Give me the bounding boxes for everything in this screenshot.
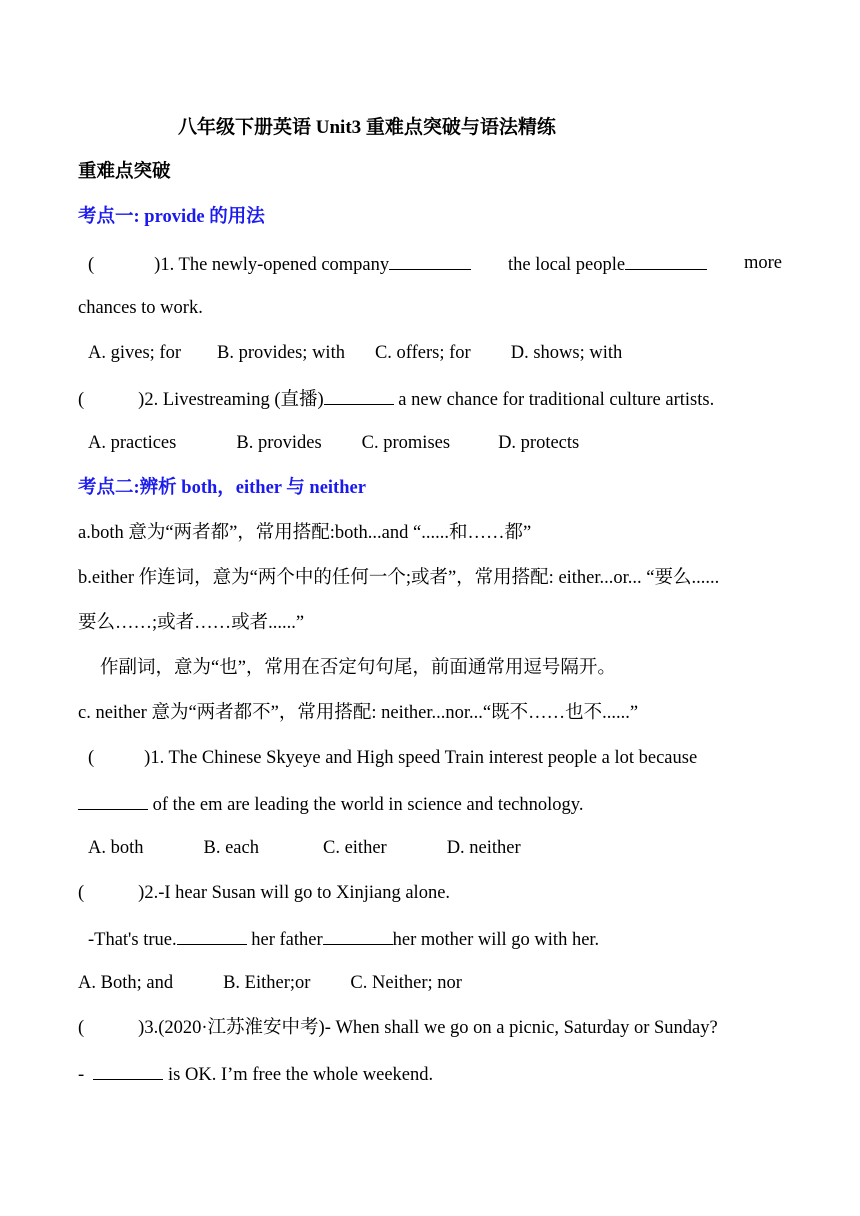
question-text: a new chance for traditional culture artists.	[398, 390, 715, 410]
option-b: B. each	[203, 838, 259, 858]
question-text: Livestreaming (直播)	[162, 390, 324, 410]
question-text: -That's true.	[88, 930, 177, 950]
point1-q2-line	[78, 386, 714, 412]
document-title: 八年级下册英语 Unit3 重难点突破与语法精练	[178, 117, 556, 138]
section-heading: 重难点突破	[78, 162, 171, 182]
point2-q1-options	[88, 836, 521, 860]
point2-q2-line	[78, 881, 450, 905]
point1-q2-options	[88, 431, 579, 455]
point1-q1-options	[88, 341, 622, 365]
option-b: B. provides; with	[217, 343, 345, 363]
question-text: )2.-I hear Susan will go to Xinjiang alone.	[138, 883, 451, 903]
question-text: of the em are leading the world in science and technology.	[152, 795, 584, 815]
answer-paren-open: (	[78, 1018, 85, 1038]
point2-heading: 考点二:辨析 both，either 与 neither	[78, 478, 366, 498]
option-c: C. Neither; nor	[350, 973, 462, 993]
question-text: -	[78, 1065, 85, 1085]
option-d: D. neither	[446, 838, 521, 858]
option-b: B. provides	[236, 433, 322, 453]
point2-q2-response	[88, 926, 599, 952]
note-c: c. neither 意为“两者都不”，常用搭配: neither...nor...“既不……也不......”	[78, 703, 639, 723]
fill-blank[interactable]	[324, 386, 394, 405]
note-b: b.either 作连词，意为“两个中的任何一个;或者”，常用搭配: either...or... “要么......	[78, 568, 720, 588]
option-c: C. promises	[361, 433, 451, 453]
answer-paren-open: (	[78, 883, 85, 903]
answer-paren-open: (	[88, 748, 95, 768]
point1-heading: 考点一: provide 的用法	[78, 207, 265, 227]
fill-blank[interactable]	[625, 251, 707, 270]
option-b: B. Either;or	[223, 973, 311, 993]
question-text: the local people	[508, 255, 626, 275]
point2-q2-options	[78, 971, 462, 995]
fill-blank[interactable]	[93, 1061, 163, 1080]
point2-q1-continuation	[78, 791, 583, 817]
note-b-continuation: 要么……;或者……或者......”	[78, 613, 305, 633]
point2-q1-line	[88, 746, 697, 770]
fill-blank[interactable]	[323, 926, 393, 945]
option-c: C. offers; for	[374, 343, 471, 363]
option-d: D. shows; with	[510, 343, 623, 363]
answer-paren-open: (	[78, 390, 85, 410]
fill-blank[interactable]	[389, 251, 471, 270]
question-number: )2.	[138, 390, 159, 410]
point2-q3-response	[78, 1061, 433, 1087]
point1-q1-continuation: chances to work.	[78, 298, 203, 318]
note-b-adverb: 作副词，意为“也”，常用在否定句句尾，前面通常用逗号隔开。	[100, 658, 616, 678]
question-number: )1.	[154, 255, 175, 275]
question-text: The newly-opened company	[178, 255, 390, 275]
fill-blank[interactable]	[177, 926, 247, 945]
point2-q3-line	[78, 1016, 718, 1040]
question-text: )3.(2020·江苏淮安中考)- When shall we go on a picnic, Saturday or Sunday?	[138, 1018, 718, 1038]
question-text: The Chinese Skyeye and High speed Train interest people a lot because	[168, 748, 698, 768]
option-d: D. protects	[498, 433, 580, 453]
question-text: is OK. I’m free the whole weekend.	[168, 1065, 434, 1085]
option-a: A. both	[88, 838, 144, 858]
question-text: more	[743, 253, 782, 273]
fill-blank[interactable]	[78, 791, 148, 810]
note-a: a.both 意为“两者都”，常用搭配:both...and “......和……都”	[78, 523, 532, 543]
option-c: C. either	[322, 838, 387, 858]
option-a: A. gives; for	[88, 343, 181, 363]
question-text: her mother will go with her.	[392, 930, 600, 950]
question-number: )1.	[144, 748, 165, 768]
question-text: her father	[251, 930, 323, 950]
point1-q1-line	[78, 251, 782, 277]
option-a: A. Both; and	[78, 973, 174, 993]
option-a: A. practices	[88, 433, 177, 453]
answer-paren-open: (	[88, 255, 95, 275]
